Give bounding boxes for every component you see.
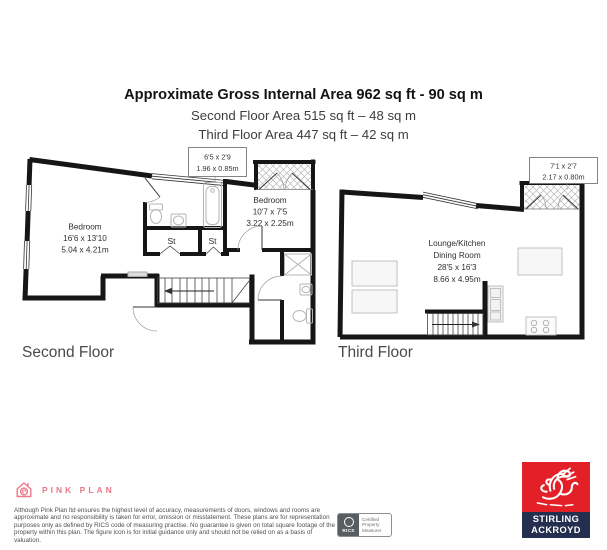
- agent-logo: [522, 462, 590, 538]
- third-floor-plan: [330, 145, 607, 365]
- rics-org-name: RICS: [342, 528, 355, 533]
- bedroom-large-name: Bedroom: [68, 222, 102, 232]
- griffin-logo-icon: [522, 462, 590, 512]
- small-toilet-icon: [293, 309, 313, 323]
- second-floor-area-line: Second Floor Area 515 sq ft – 48 sq m: [190, 108, 417, 123]
- third-floor-area-line: Third Floor Area 447 sq ft – 42 sq m: [198, 126, 409, 142]
- furniture-and-kitchen: [352, 248, 562, 335]
- radiator-icon: [128, 272, 147, 277]
- bedroom-small-name: Bedroom: [253, 196, 287, 205]
- second-floor-label: Second Floor: [22, 344, 115, 361]
- shower-icon: [285, 254, 312, 275]
- balcony-terrace: [520, 181, 585, 209]
- pink-plan-logo: [14, 480, 115, 500]
- lounge-name-line2: Dining Room: [433, 251, 481, 260]
- bathtub-icon: [204, 183, 222, 228]
- balcony-terrace: [253, 160, 316, 193]
- rics-cert-text: [359, 514, 391, 536]
- agent-name: [522, 512, 590, 538]
- staircase: [428, 314, 484, 336]
- rics-cert-line: Certified: [362, 516, 380, 522]
- gross-area-title: Approximate Gross Internal Area 962 sq ft - 90 sq m: [124, 87, 483, 103]
- disclaimer-line: Although Pink Plan ltd ensures the highest level of accuracy, measurements of doors, windows and rooms are: [14, 507, 321, 514]
- rics-logo-icon: [338, 514, 359, 536]
- sink-icon: [171, 214, 186, 227]
- bedroom-large-metric: 5.04 x 4.21m: [61, 245, 109, 255]
- windows: [423, 192, 478, 209]
- lounge-metric: 8.66 x 4.95m: [433, 275, 481, 284]
- bedroom-small-metric: 3.22 x 2.25m: [246, 219, 294, 228]
- lounge-name-line1: Lounge/Kitchen: [428, 239, 486, 248]
- store-1-label: St: [167, 236, 176, 246]
- bedroom-large-imperial: 16'6 x 13'10: [63, 234, 107, 243]
- callout-metric: 2.17 x 0.80m: [542, 172, 585, 182]
- furniture-rect: [352, 261, 397, 286]
- bedroom-small-imperial: 10'7 x 7'5: [252, 207, 288, 217]
- small-sink-icon: [300, 284, 312, 295]
- agent-name-line1: STIRLING: [532, 514, 580, 524]
- furniture-rect: [352, 290, 397, 313]
- rics-badge: [337, 513, 392, 537]
- callout-metric: 1.96 x 0.85m: [196, 164, 239, 173]
- disclaimer-line: purposes only as defined by RICS code of measuring practise. No guarantee is given on total square footage of the: [14, 521, 335, 529]
- lounge-imperial: 28'5 x 16'3: [437, 263, 477, 272]
- rics-cert-line: Measurer: [362, 527, 382, 533]
- disclaimer: [14, 507, 336, 544]
- house-icon: [14, 480, 34, 500]
- second-floor-plan: [0, 145, 330, 365]
- store-2-label: St: [208, 236, 217, 246]
- callout-imperial: 6'5 x 2'9: [204, 152, 231, 162]
- hob-icon: [526, 317, 556, 335]
- rics-cert-line: Property: [362, 522, 380, 528]
- agent-name-line2: ACKROYD: [531, 525, 581, 535]
- brand-name: PINK PLAN: [42, 485, 115, 495]
- staircase: [158, 278, 250, 303]
- toilet-icon: [150, 204, 163, 224]
- callout-imperial: 7'1 x 2'7: [550, 161, 577, 171]
- disclaimer-line: property within this plan. The figure icon is for initial guidance only and should not be relied on as a basis of valuation.: [14, 529, 313, 544]
- room-labels-third: [429, 239, 486, 284]
- rics-emblem-icon: [344, 517, 354, 527]
- kitchen-appliances-icon: [488, 286, 503, 322]
- header: [0, 87, 607, 144]
- third-floor-label: Third Floor: [338, 344, 413, 361]
- disclaimer-line: approximate and no responsibility is taken for error, omission or misstatement. These plans are for representation: [14, 514, 330, 522]
- furniture-rect: [518, 248, 562, 275]
